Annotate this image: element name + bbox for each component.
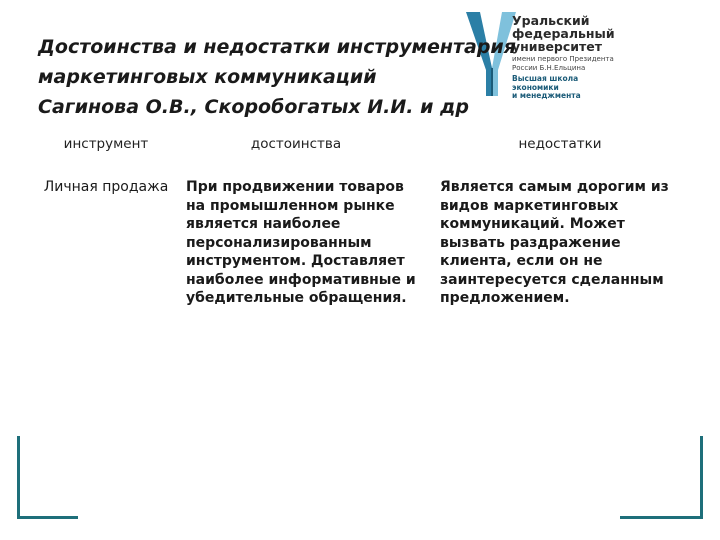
header-advantages: достоинства xyxy=(250,136,342,152)
logo-name-line3: университет xyxy=(512,39,603,54)
title-line1: Достоинства и недостатки инструментария xyxy=(38,36,516,58)
logo-school-line2: экономики xyxy=(512,82,559,92)
logo-name-line1: Уральский xyxy=(512,13,590,28)
logo-subline2: России Б.Н.Ельцина xyxy=(512,63,586,72)
title-line3: Сагинова О.В., Скоробогатых И.И. и др xyxy=(38,96,469,118)
cell-advantages: При продвижении товаров на промышленном рынке является наиболее персонализированным инструментом. Доставляет наиболее информативные и убедительные обращения. xyxy=(186,179,416,306)
corner-bracket-right xyxy=(620,436,703,519)
header-tool: инструмент xyxy=(63,136,149,152)
header-disadvantages: недостатки xyxy=(518,136,602,152)
logo-school-line3: и менеджмента xyxy=(512,91,581,100)
logo-subline1: имени первого Президента xyxy=(512,55,614,63)
cell-disadvantages: Является самым дорогим из видов маркетинговых коммуникаций. Может вызвать раздражение клиента, если он не заинтересуется сделанным предложением. xyxy=(440,179,669,306)
logo-school-line1: Высшая школа xyxy=(512,74,579,83)
corner-bracket-left xyxy=(17,436,78,519)
title-line2: маркетинговых коммуникаций xyxy=(38,66,377,88)
page-title xyxy=(38,32,678,122)
logo-name-line2: федеральный xyxy=(512,26,615,41)
cell-tool: Личная продажа xyxy=(43,179,169,195)
